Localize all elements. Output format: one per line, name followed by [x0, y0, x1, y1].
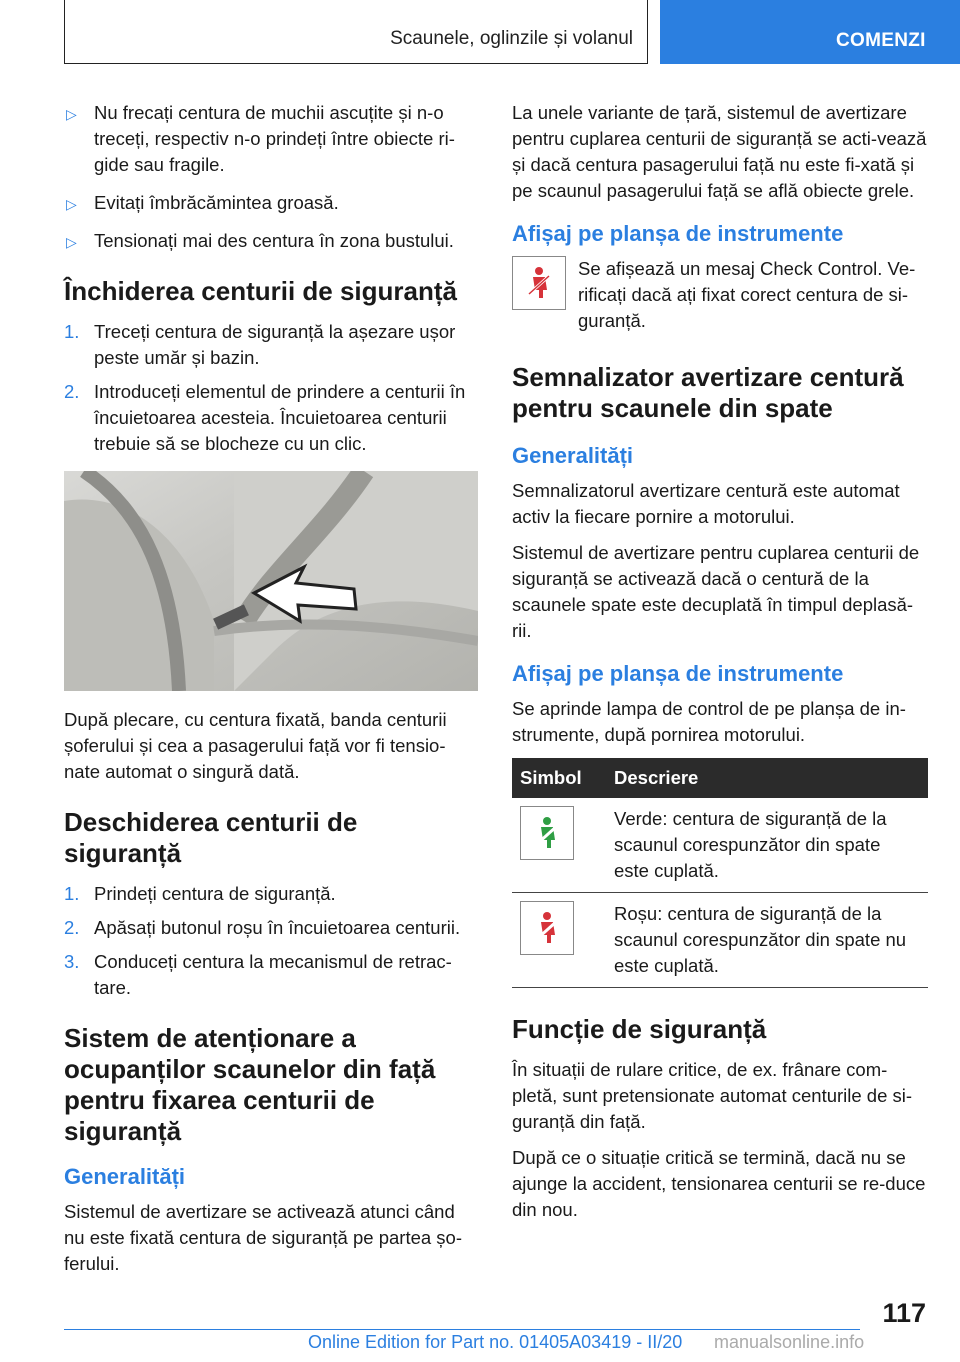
- subheading-instrument-display: Afișaj pe planșa de instrumente: [512, 661, 844, 686]
- subheading-general: Generalități: [512, 443, 634, 468]
- symbol-table: [512, 758, 928, 988]
- heading-safety-function: Funcție de siguranță: [512, 1014, 767, 1044]
- table-row: [512, 893, 928, 988]
- list-item: ▷ Nu frecați centura de muchii ascuțite și n-o treceți, respectiv n-o prindeți între obiecte ri-gide sau fragile.: [66, 102, 455, 175]
- step-number: 1.: [64, 321, 80, 342]
- paragraph: După plecare, cu centura fixată, banda centurii șoferului și cea a pasagerului față vor fi tensio-nate automat o singură dată.: [64, 709, 447, 782]
- column-header: Simbol: [512, 758, 606, 798]
- subheading-instrument-display: Afișaj pe planșa de instrumente: [512, 221, 844, 246]
- seatbelt-warning-icon: [512, 256, 566, 310]
- header-frame: [64, 0, 648, 64]
- paragraph: În situații de rulare critice, de ex. frânare com-pletă, sunt pretensionate automat centurile de si-guranță din față.: [512, 1059, 913, 1132]
- paragraph: Semnalizatorul avertizare centură este automat activ la fiecare pornire a motorului.: [512, 480, 900, 527]
- step-item: 2. Apăsați butonul roșu în încuietoarea centurii.: [64, 915, 478, 941]
- right-column: [512, 100, 928, 1233]
- list-item: ▷ Evitați îmbrăcămintea groasă.: [64, 190, 478, 216]
- check-control-note: [512, 256, 928, 334]
- watermark: manualsonline.info: [714, 1332, 865, 1352]
- step-number: 2.: [64, 381, 80, 402]
- table-cell-symbol: [512, 893, 606, 988]
- step-item: 2. Introduceți elementul de prindere a centurii în încuietoarea acesteia. Încuietoarea centurii trebuie să se blocheze cu un clic.: [64, 381, 466, 454]
- step-item: 1. Treceți centura de siguranță la așezare ușor peste umăr și bazin.: [64, 321, 456, 368]
- heading-front-reminder: Sistem de atenționare a ocupanților scaunelor din față pentru fixarea centurii de siguranță: [64, 1023, 436, 1146]
- paragraph: Sistemul de avertizare pentru cuplarea centurii de siguranță se activează dacă o centură de la scaunele spate este decuplată în timpul deplasă-rii.: [512, 542, 920, 641]
- seatbelt-red-icon: [520, 901, 574, 955]
- heading-rear-reminder: Semnalizator avertizare centură pentru scaunele din spate: [512, 362, 904, 423]
- table-cell-symbol: [512, 798, 606, 893]
- step-number: 2.: [64, 917, 80, 938]
- chapter-tab[interactable]: [660, 0, 960, 64]
- left-column: [64, 100, 478, 1287]
- table-header-row: [512, 758, 928, 798]
- seatbelt-green-icon: [520, 806, 574, 860]
- triangle-bullet-icon: ▷: [66, 234, 77, 250]
- step-item: 1. Prindeți centura de siguranță.: [64, 881, 478, 907]
- table-cell-description: Verde: centura de siguranță de la scaunul corespunzător din spate este cuplată.: [606, 798, 928, 893]
- subheading-general: Generalități: [64, 1164, 186, 1189]
- paragraph: Sistemul de avertizare se activează atunci când nu este fixată centura de siguranță pe partea șo-ferului.: [64, 1201, 463, 1274]
- table-row: [512, 798, 928, 893]
- seat-illustration: [64, 471, 478, 691]
- triangle-bullet-icon: ▷: [66, 196, 77, 212]
- edition-note: Online Edition for Part no. 01405A03419 - II/20: [308, 1332, 683, 1352]
- paragraph: Se aprinde lampa de control de pe planșa de in-strumente, după pornirea motorului.: [512, 698, 906, 745]
- seatbelt-buckle-photo: [64, 471, 478, 691]
- check-control-text: Se afișează un mesaj Check Control. Ve-rificați dacă ați fixat corect centura de si-guranță.: [578, 258, 916, 331]
- paragraph: La unele variante de țară, sistemul de avertizare pentru cuplarea centurii de siguranță se acti-vează și dacă centura pasagerului față nu este fi-xată și pe scaunul pasagerului față se află obiecte grele.: [512, 102, 927, 201]
- column-header: Descriere: [606, 758, 928, 798]
- heading-opening-belt: Deschiderea centurii de siguranță: [64, 807, 358, 868]
- step-number: 1.: [64, 883, 80, 904]
- list-item: ▷ Tensionați mai des centura în zona bustului.: [64, 228, 478, 254]
- chapter-tab-label: COMENZI: [836, 30, 926, 51]
- table-cell-description: Roșu: centura de siguranță de la scaunul corespunzător din spate nu este cuplată.: [606, 893, 928, 988]
- step-number: 3.: [64, 951, 80, 972]
- page-number: 117: [882, 1298, 926, 1328]
- footer-divider: [64, 1329, 860, 1330]
- paragraph: După ce o situație critică se termină, dacă nu se ajunge la accident, tensionarea centurii se re-duce din nou.: [512, 1147, 926, 1220]
- step-item: 3. Conduceți centura la mecanismul de retrac-tare.: [64, 951, 452, 998]
- heading-closing-belt: Închiderea centurii de siguranță: [64, 276, 457, 306]
- section-title: Scaunele, oglinzile și volanul: [390, 28, 633, 49]
- triangle-bullet-icon: ▷: [66, 106, 77, 122]
